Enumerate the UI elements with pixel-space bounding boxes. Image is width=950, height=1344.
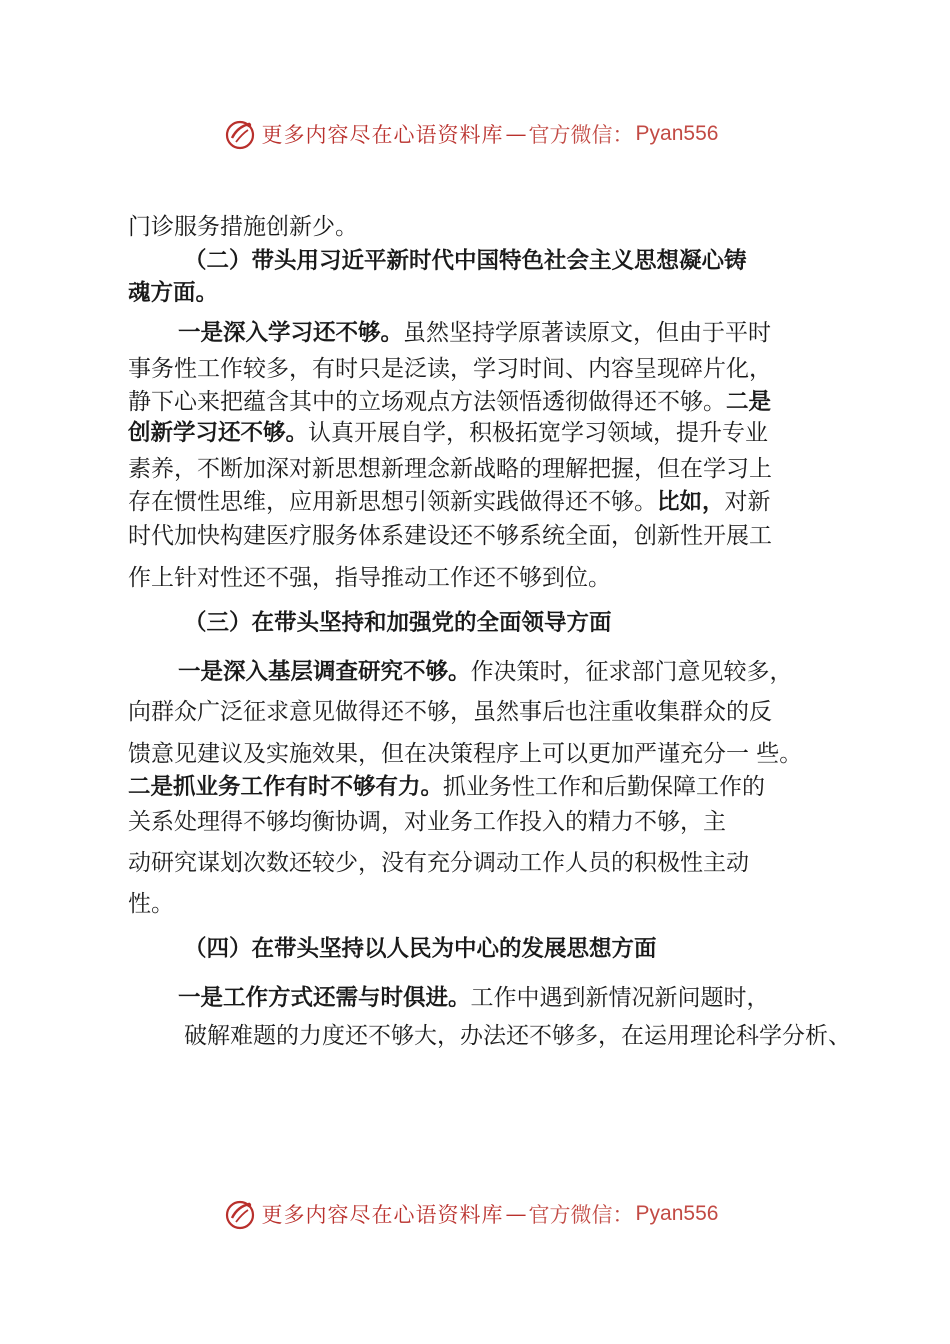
point-label: 一是深入基层调查研究不够。: [178, 659, 471, 685]
brand-logo-icon: [222, 1196, 258, 1232]
footer-watermark-banner: [0, 1194, 950, 1234]
text-line: 动研究谋划次数还较少，没有充分调动工作人员的积极性主动: [128, 850, 749, 876]
banner-wechat-id: Pyan556: [635, 1202, 719, 1225]
point-label: 一是工作方式还需与时俱进。: [178, 985, 471, 1011]
point-label: 比如，: [657, 489, 725, 515]
text-line: 二是抓业务工作有时不够有力。抓业务性工作和后勤保障工作的: [128, 774, 766, 800]
point-label: 创新学习还不够。: [128, 420, 309, 446]
text-line: 时代加快构建医疗服务体系建设还不够系统全面，创新性开展工: [128, 523, 772, 549]
text-line: 一是工作方式还需与时俱进。工作中遇到新情况新问题时，: [178, 985, 770, 1011]
section-heading-3: （三）在带头坚持和加强党的全面领导方面: [184, 610, 612, 636]
text-line: 性。: [128, 891, 174, 917]
header-watermark-banner: [0, 114, 950, 154]
banner-title: 更多内容尽在心语资料库: [261, 1203, 504, 1227]
banner-dash: —: [505, 122, 527, 146]
text-line: 一是深入学习还不够。虽然坚持学原著读原文，但由于平时: [178, 320, 772, 346]
banner-wechat-id: Pyan556: [635, 122, 719, 145]
text-line: 关系处理得不够均衡协调，对业务工作投入的精力不够，主: [128, 809, 726, 835]
banner-title: 更多内容尽在心语资料库: [261, 123, 504, 147]
text-line: 事务性工作较多，有时只是泛读，学习时间、内容呈现碎片化，: [128, 356, 772, 382]
text-line: 一是深入基层调查研究不够。作决策时，征求部门意见较多，: [178, 659, 793, 685]
text-line: 向群众广泛征求意见做得还不够，虽然事后也注重收集群众的反: [128, 699, 772, 725]
point-label: 二是: [726, 389, 772, 415]
point-label: 二是抓业务工作有时不够有力。: [128, 774, 444, 800]
text-line: 存在惯性思维，应用新思想引领新实践做得还不够。比如，对新: [128, 489, 771, 515]
section-heading-2-cont: 魂方面。: [128, 280, 219, 306]
section-heading-4: （四）在带头坚持以人民为中心的发展思想方面: [184, 936, 657, 962]
text-line: 馈意见建议及实施效果，但在决策程序上可以更加严谨充分一 些。: [128, 741, 803, 767]
text-line: 素养，不断加深对新思想新理念新战略的理解把握，但在学习上: [128, 456, 772, 482]
banner-dash: —: [505, 1202, 527, 1226]
point-label: 一是深入学习还不够。: [178, 320, 404, 346]
text-line: 破解难题的力度还不够大，办法还不够多，在运用理论科学分析、: [184, 1023, 851, 1049]
text-line: 静下心来把蕴含其中的立场观点方法领悟透彻做得还不够。二是: [128, 389, 772, 415]
text-line: 创新学习还不够。认真开展自学，积极拓宽学习领域，提升专业: [128, 420, 769, 446]
banner-wechat-label: 官方微信：: [528, 123, 634, 147]
banner-wechat-label: 官方微信：: [528, 1203, 634, 1227]
text-line: 门诊服务措施创新少。: [128, 214, 358, 240]
text-line: 作上针对性还不强，指导推动工作还不够到位。: [128, 565, 611, 591]
brand-logo-icon: [222, 116, 258, 152]
section-heading-2: （二）带头用习近平新时代中国特色社会主义思想凝心铸: [184, 248, 747, 274]
